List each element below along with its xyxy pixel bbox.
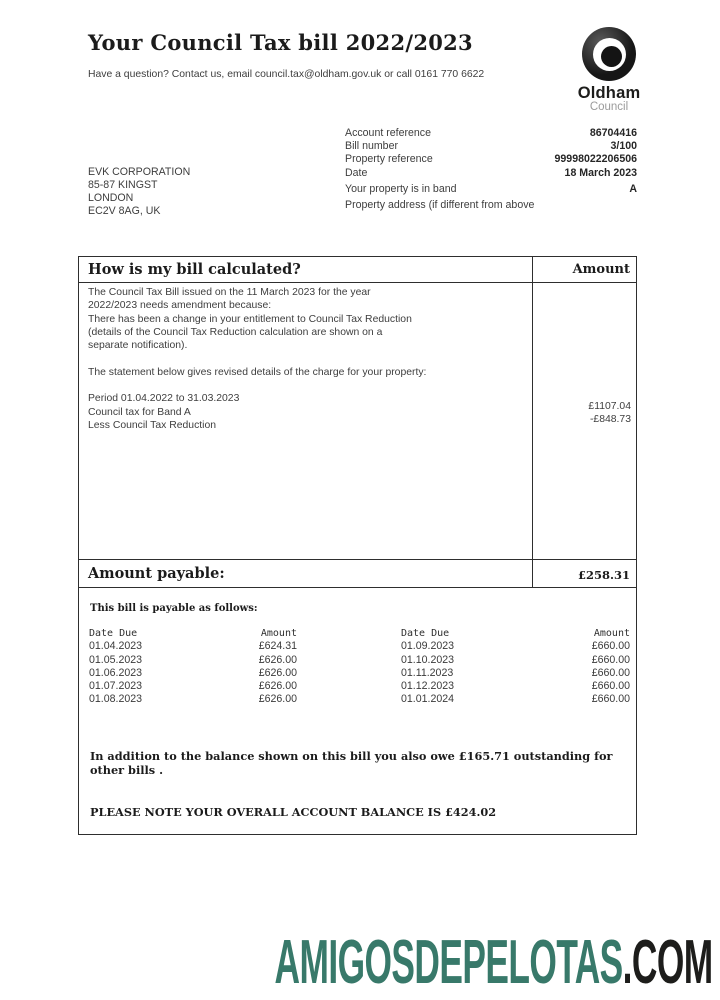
due-amount: £660.00 [591,653,630,666]
account-balance-note: PLEASE NOTE YOUR OVERALL ACCOUNT BALANCE IS £424.02 [90,804,497,819]
calc-line: (details of the Council Tax Reduction calculation are shown on a [88,326,383,338]
due-date: 01.12.2023 [401,680,455,693]
due-date: 01.11.2023 [401,666,454,679]
detail-label: Bill number [345,140,398,153]
schedule-intro: This bill is payable as follows: [90,603,258,614]
detail-label: Property address (if different from above [345,199,535,212]
council-tax-amount: £1107.04 [588,401,631,412]
detail-row-property-reference [345,153,637,166]
calculation-amounts [532,283,636,559]
oldham-council-logo [563,27,655,113]
amount-column-header: Amount [532,257,636,282]
detail-row-account-reference [345,127,637,140]
payment-schedule-table [89,627,630,707]
site-watermark [274,928,713,997]
recipient-name: EVK CORPORATION [88,166,191,178]
calculation-header-row [79,257,636,283]
recipient-address [88,166,190,218]
contact-info: Have a question? Contact us, email council.tax@oldham.gov.uk or call 0161 770 6622 [88,69,485,80]
calc-line [88,352,532,365]
watermark-main: AMIGOSDEPELOTAS [274,928,624,997]
schedule-header-row [89,627,630,640]
calculation-text [79,283,532,559]
due-date: 01.04.2023 [89,640,143,653]
due-date: 01.06.2023 [89,666,143,679]
amount-payable-row [79,559,636,588]
date-due-header: Date Due [89,628,138,639]
recipient-street: 85-87 KINGST [88,179,158,191]
amount-payable-label: Amount payable: [88,565,225,582]
calculation-body [79,283,636,559]
amount-payable-value: £258.31 [532,560,636,587]
calc-line: The statement below gives revised details of the charge for your property: [88,366,427,378]
calc-line [88,379,532,392]
due-amount: £660.00 [591,680,630,693]
due-amount: £624.31 [258,640,297,653]
due-date: 01.08.2023 [89,693,143,706]
amount-header: Amount [593,628,630,639]
schedule-row [89,640,630,653]
detail-label: Account reference [345,127,431,139]
due-amount: £660.00 [591,640,630,653]
calc-line: separate notification). [88,340,188,352]
due-amount: £660.00 [591,666,630,679]
detail-value: 99998022206506 [554,153,637,166]
account-details [345,127,637,212]
due-date: 01.05.2023 [89,653,143,666]
detail-value: 86704416 [589,127,637,139]
recipient-city: LONDON [88,192,134,204]
calc-line: The Council Tax Bill issued on the 11 March 2023 for the year [88,287,371,298]
recipient-postcode: EC2V 8AG, UK [88,205,161,217]
due-date: 01.01.2024 [401,693,455,706]
due-date: 01.07.2023 [89,680,143,693]
detail-label: Date [345,166,368,179]
payment-schedule-section [79,588,636,834]
detail-row-bill-number [345,140,637,153]
detail-row-property-address [345,199,637,212]
logo-owl-icon [582,27,636,81]
calc-line: Less Council Tax Reduction [88,419,217,431]
detail-label: Your property is in band [345,182,457,195]
amount-header: Amount [260,628,297,639]
due-amount: £626.00 [258,666,297,679]
calc-line: Council tax for Band A [88,406,191,418]
page-title: Your Council Tax bill 2022/2023 [88,30,473,55]
schedule-row [89,693,630,706]
watermark-suffix: .COM [623,928,713,997]
detail-value: 3/100 [610,140,637,153]
schedule-row [89,667,630,680]
other-bills-note: In addition to the balance shown on this bill you also owe £165.71 outstanding for other bills . [90,748,613,777]
calc-line: There has been a change in your entitlement to Council Tax Reduction [88,313,412,325]
calculation-header: How is my bill calculated? [88,261,301,278]
date-due-header: Date Due [401,628,450,639]
schedule-row [89,680,630,693]
due-amount: £660.00 [591,693,630,706]
due-amount: £626.00 [258,693,297,706]
due-date: 01.10.2023 [401,653,455,666]
reduction-amount: -£848.73 [589,414,631,426]
calc-line: Period 01.04.2022 to 31.03.2023 [88,393,240,405]
due-amount: £626.00 [258,653,297,666]
logo-name: Oldham [577,84,641,102]
due-amount: £626.00 [258,680,297,693]
schedule-row [89,654,630,667]
detail-value: A [629,182,637,195]
logo-subname: Council [589,101,629,113]
detail-row-band [345,183,637,196]
detail-value: 18 March 2023 [564,166,637,179]
calc-line: 2022/2023 needs amendment because: [88,300,272,312]
due-date: 01.09.2023 [401,640,455,653]
detail-label: Property reference [345,153,433,166]
detail-row-date [345,167,637,180]
bill-table [78,256,637,835]
